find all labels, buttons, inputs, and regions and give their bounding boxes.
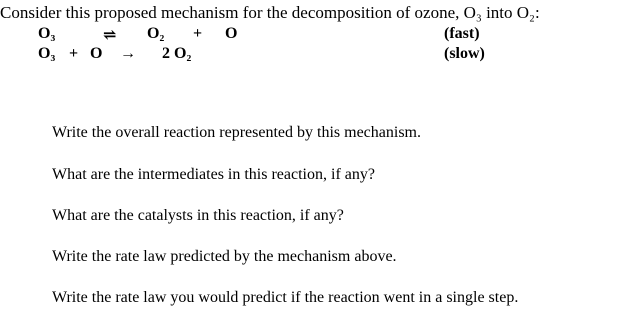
step2-speed: (slow) bbox=[444, 45, 485, 62]
question-item: Write the overall reaction represented by this mechanism. bbox=[52, 124, 421, 141]
step1-product-1: O₂ bbox=[147, 25, 165, 42]
equilibrium-arrow-icon: ⇌ bbox=[103, 27, 117, 44]
step1-speed: (fast) bbox=[444, 25, 480, 42]
step1-reactant: O₃ bbox=[38, 25, 56, 42]
step2-reactant-1: O₃ bbox=[38, 45, 56, 62]
step2-product: 2 O₂ bbox=[162, 45, 192, 62]
step1-product-2: O bbox=[225, 25, 238, 42]
reaction-arrow-icon: → bbox=[120, 45, 136, 62]
step1-plus: + bbox=[193, 25, 203, 42]
question-item: What are the catalysts in this reaction, if any? bbox=[52, 207, 344, 224]
intro-text: Consider this proposed mechanism for the decomposition of ozone, O₃ into O₂: bbox=[0, 3, 540, 22]
question-item: What are the intermediates in this reaction, if any? bbox=[52, 166, 375, 183]
step2-reactant-2: O bbox=[90, 45, 103, 62]
step2-plus: + bbox=[69, 45, 79, 62]
question-item: Write the rate law predicted by the mechanism above. bbox=[52, 248, 397, 265]
question-item: Write the rate law you would predict if the reaction went in a single step. bbox=[52, 289, 519, 306]
